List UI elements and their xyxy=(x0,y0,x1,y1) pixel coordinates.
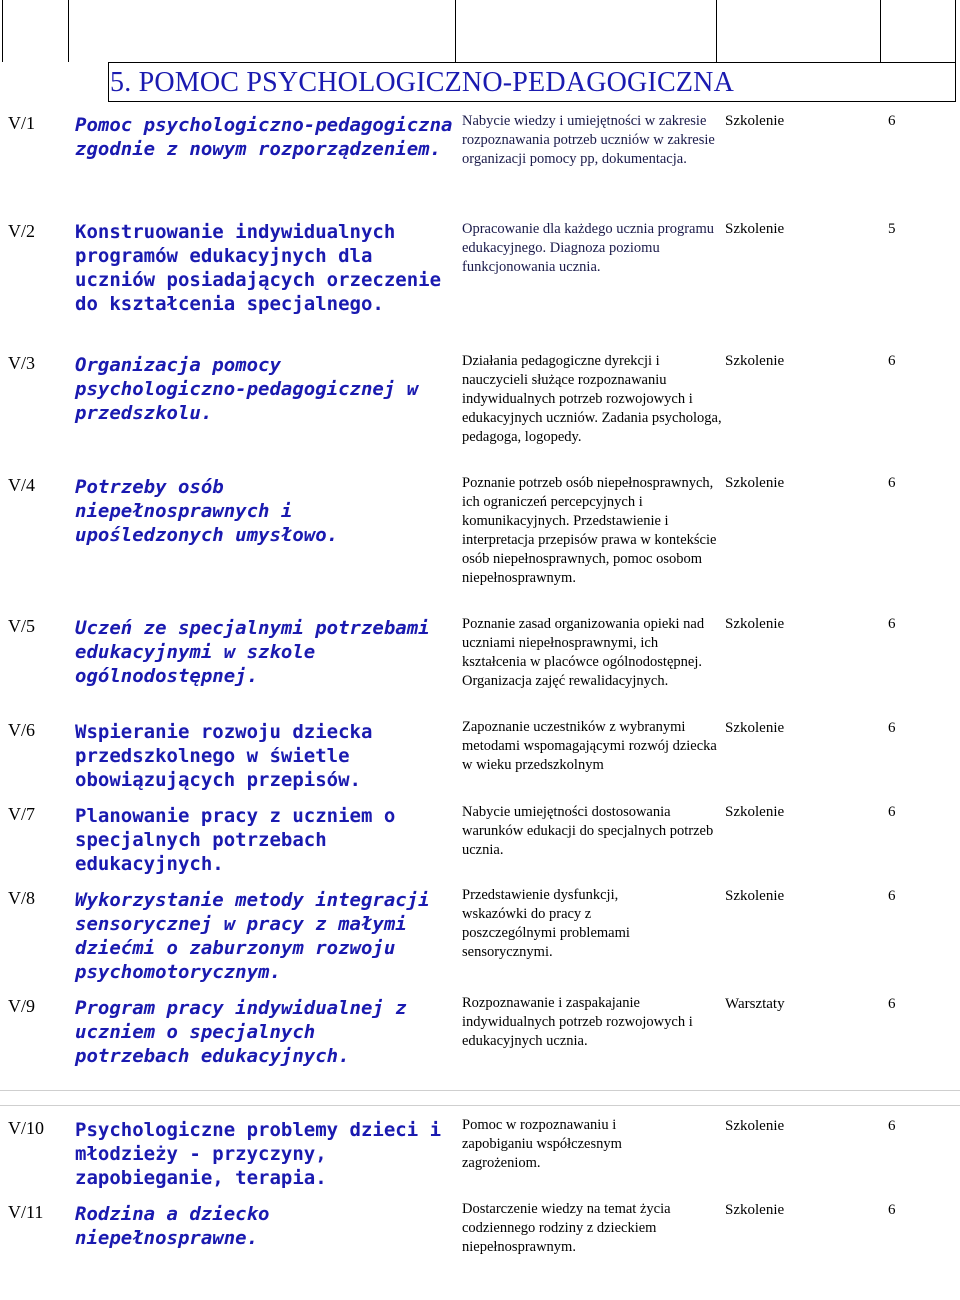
row-hours: 6 xyxy=(888,720,896,736)
row-form: Szkolenie xyxy=(725,1202,785,1218)
row-description: Przedstawienie dysfunkcji, wskazówki do pracy z poszczególnymi problemami sensorycznymi. xyxy=(462,887,630,960)
row-description: Opracowanie dla każdego ucznia programu edukacyjnego. Diagnoza poziomu funkcjonowania ucznia. xyxy=(462,221,715,275)
row-title: Planowanie pracy z uczniem o specjalnych potrzebach edukacyjnych. xyxy=(75,805,396,875)
row-code: V/8 xyxy=(8,888,35,908)
row-code: V/1 xyxy=(8,113,35,133)
row-hours: 6 xyxy=(888,1118,896,1134)
row-description: Poznanie potrzeb osób niepełnosprawnych, ich ograniczeń percepcyjnych i komunikacyjnych. Przedstawienie i interpretacja przepisów prawa w kontekście osób niepełnosprawnych, pomoc osobom niepełnosprawnym. xyxy=(462,475,717,586)
row-code: V/7 xyxy=(8,804,35,824)
row-description: Nabycie wiedzy i umiejętności w zakresie rozpoznawania potrzeb uczniów w zakresie organizacji pomocy pp, dokumentacja. xyxy=(462,113,715,167)
row-code: V/6 xyxy=(8,720,35,740)
row-title: Organizacja pomocy psychologiczno-pedagogicznej w przedszkolu. xyxy=(75,354,419,424)
row-code: V/10 xyxy=(8,1118,44,1138)
row-hours: 6 xyxy=(888,804,896,820)
title-top-line xyxy=(108,62,956,63)
title-bottom-line xyxy=(108,101,956,102)
row-title: Potrzeby osób niepełnosprawnych i upośledzonych umysłowo. xyxy=(75,476,339,546)
row-title: Wspieranie rozwoju dziecka przedszkolnego w świetle obowiązujących przepisów. xyxy=(75,721,373,791)
row-title: Psychologiczne problemy dzieci i młodzieży - przyczyny, zapobieganie, terapia. xyxy=(75,1119,442,1189)
row-form: Warsztaty xyxy=(725,996,785,1012)
row-form: Szkolenie xyxy=(725,804,785,820)
section-divider-bottom xyxy=(0,1105,960,1106)
row-form: Szkolenie xyxy=(725,720,785,736)
row-title: Konstruowanie indywidualnych programów edukacyjnych dla uczniów posiadających orzeczenie do kształcenia specjalnego. xyxy=(75,221,442,315)
row-description: Nabycie umiejętności dostosowania warunków edukacji do specjalnych potrzeb ucznia. xyxy=(462,804,714,858)
row-form: Szkolenie xyxy=(725,353,785,369)
col-line-4 xyxy=(716,0,717,62)
section-divider-top xyxy=(0,1090,960,1091)
title-right-line xyxy=(955,62,956,102)
row-description: Działania pedagogiczne dyrekcji i nauczycieli służące rozpoznawaniu indywidualnych potrzeb rozwojowych i edukacyjnych uczniów. Zadania psychologa, pedagoga, logopedy. xyxy=(462,353,722,445)
row-code: V/11 xyxy=(8,1202,44,1222)
title-left-line xyxy=(108,62,109,102)
row-hours: 6 xyxy=(888,616,896,632)
row-title: Pomoc psychologiczno-pedagogiczna zgodnie z nowym rozporządzeniem. xyxy=(75,114,453,160)
row-hours: 6 xyxy=(888,888,896,904)
row-form: Szkolenie xyxy=(725,888,785,904)
row-hours: 5 xyxy=(888,221,896,237)
row-description: Dostarczenie wiedzy na temat życia codziennego rodziny z dzieckiem niepełnosprawnym. xyxy=(462,1201,671,1255)
row-hours: 6 xyxy=(888,996,896,1012)
row-hours: 6 xyxy=(888,113,896,129)
col-line-2 xyxy=(68,0,69,62)
row-title: Uczeń ze specjalnymi potrzebami edukacyjnymi w szkole ogólnodostępnej. xyxy=(75,617,430,687)
col-line-3 xyxy=(455,0,456,62)
row-hours: 6 xyxy=(888,475,896,491)
col-line-6 xyxy=(955,0,956,62)
row-code: V/2 xyxy=(8,221,35,241)
row-code: V/5 xyxy=(8,616,35,636)
row-code: V/9 xyxy=(8,996,35,1016)
row-title: Program pracy indywidualnej z uczniem o specjalnych potrzebach edukacyjnych. xyxy=(75,997,407,1067)
row-code: V/3 xyxy=(8,353,35,373)
row-form: Szkolenie xyxy=(725,475,785,491)
col-line-1 xyxy=(2,0,3,62)
row-hours: 6 xyxy=(888,353,896,369)
row-form: Szkolenie xyxy=(725,1118,785,1134)
row-form: Szkolenie xyxy=(725,616,785,632)
row-title: Wykorzystanie metody integracji sensorycznej w pracy z małymi dziećmi o zaburzonym rozwoju psychomotorycznym. xyxy=(75,889,430,983)
row-code: V/4 xyxy=(8,475,35,495)
row-title: Rodzina a dziecko niepełnosprawne. xyxy=(75,1203,270,1249)
row-form: Szkolenie xyxy=(725,113,785,129)
section-title: 5. POMOC PSYCHOLOGICZNO-PEDAGOGICZNA xyxy=(110,67,735,98)
col-line-5 xyxy=(880,0,881,62)
row-description: Zapoznanie uczestników z wybranymi metodami wspomagającymi rozwój dziecka w wieku przedszkolnym xyxy=(462,719,717,773)
row-description: Rozpoznawanie i zaspakajanie indywidualnych potrzeb rozwojowych i edukacyjnych ucznia. xyxy=(462,995,693,1049)
row-description: Poznanie zasad organizowania opieki nad uczniami niepełnosprawnymi, ich kształcenia w placówce ogólnodostępnej. Organizacja zajęć rewalidacyjnych. xyxy=(462,616,705,689)
row-form: Szkolenie xyxy=(725,221,785,237)
row-hours: 6 xyxy=(888,1202,896,1218)
row-description: Pomoc w rozpoznawaniu i zapobiganiu współczesnym zagrożeniom. xyxy=(462,1117,622,1171)
